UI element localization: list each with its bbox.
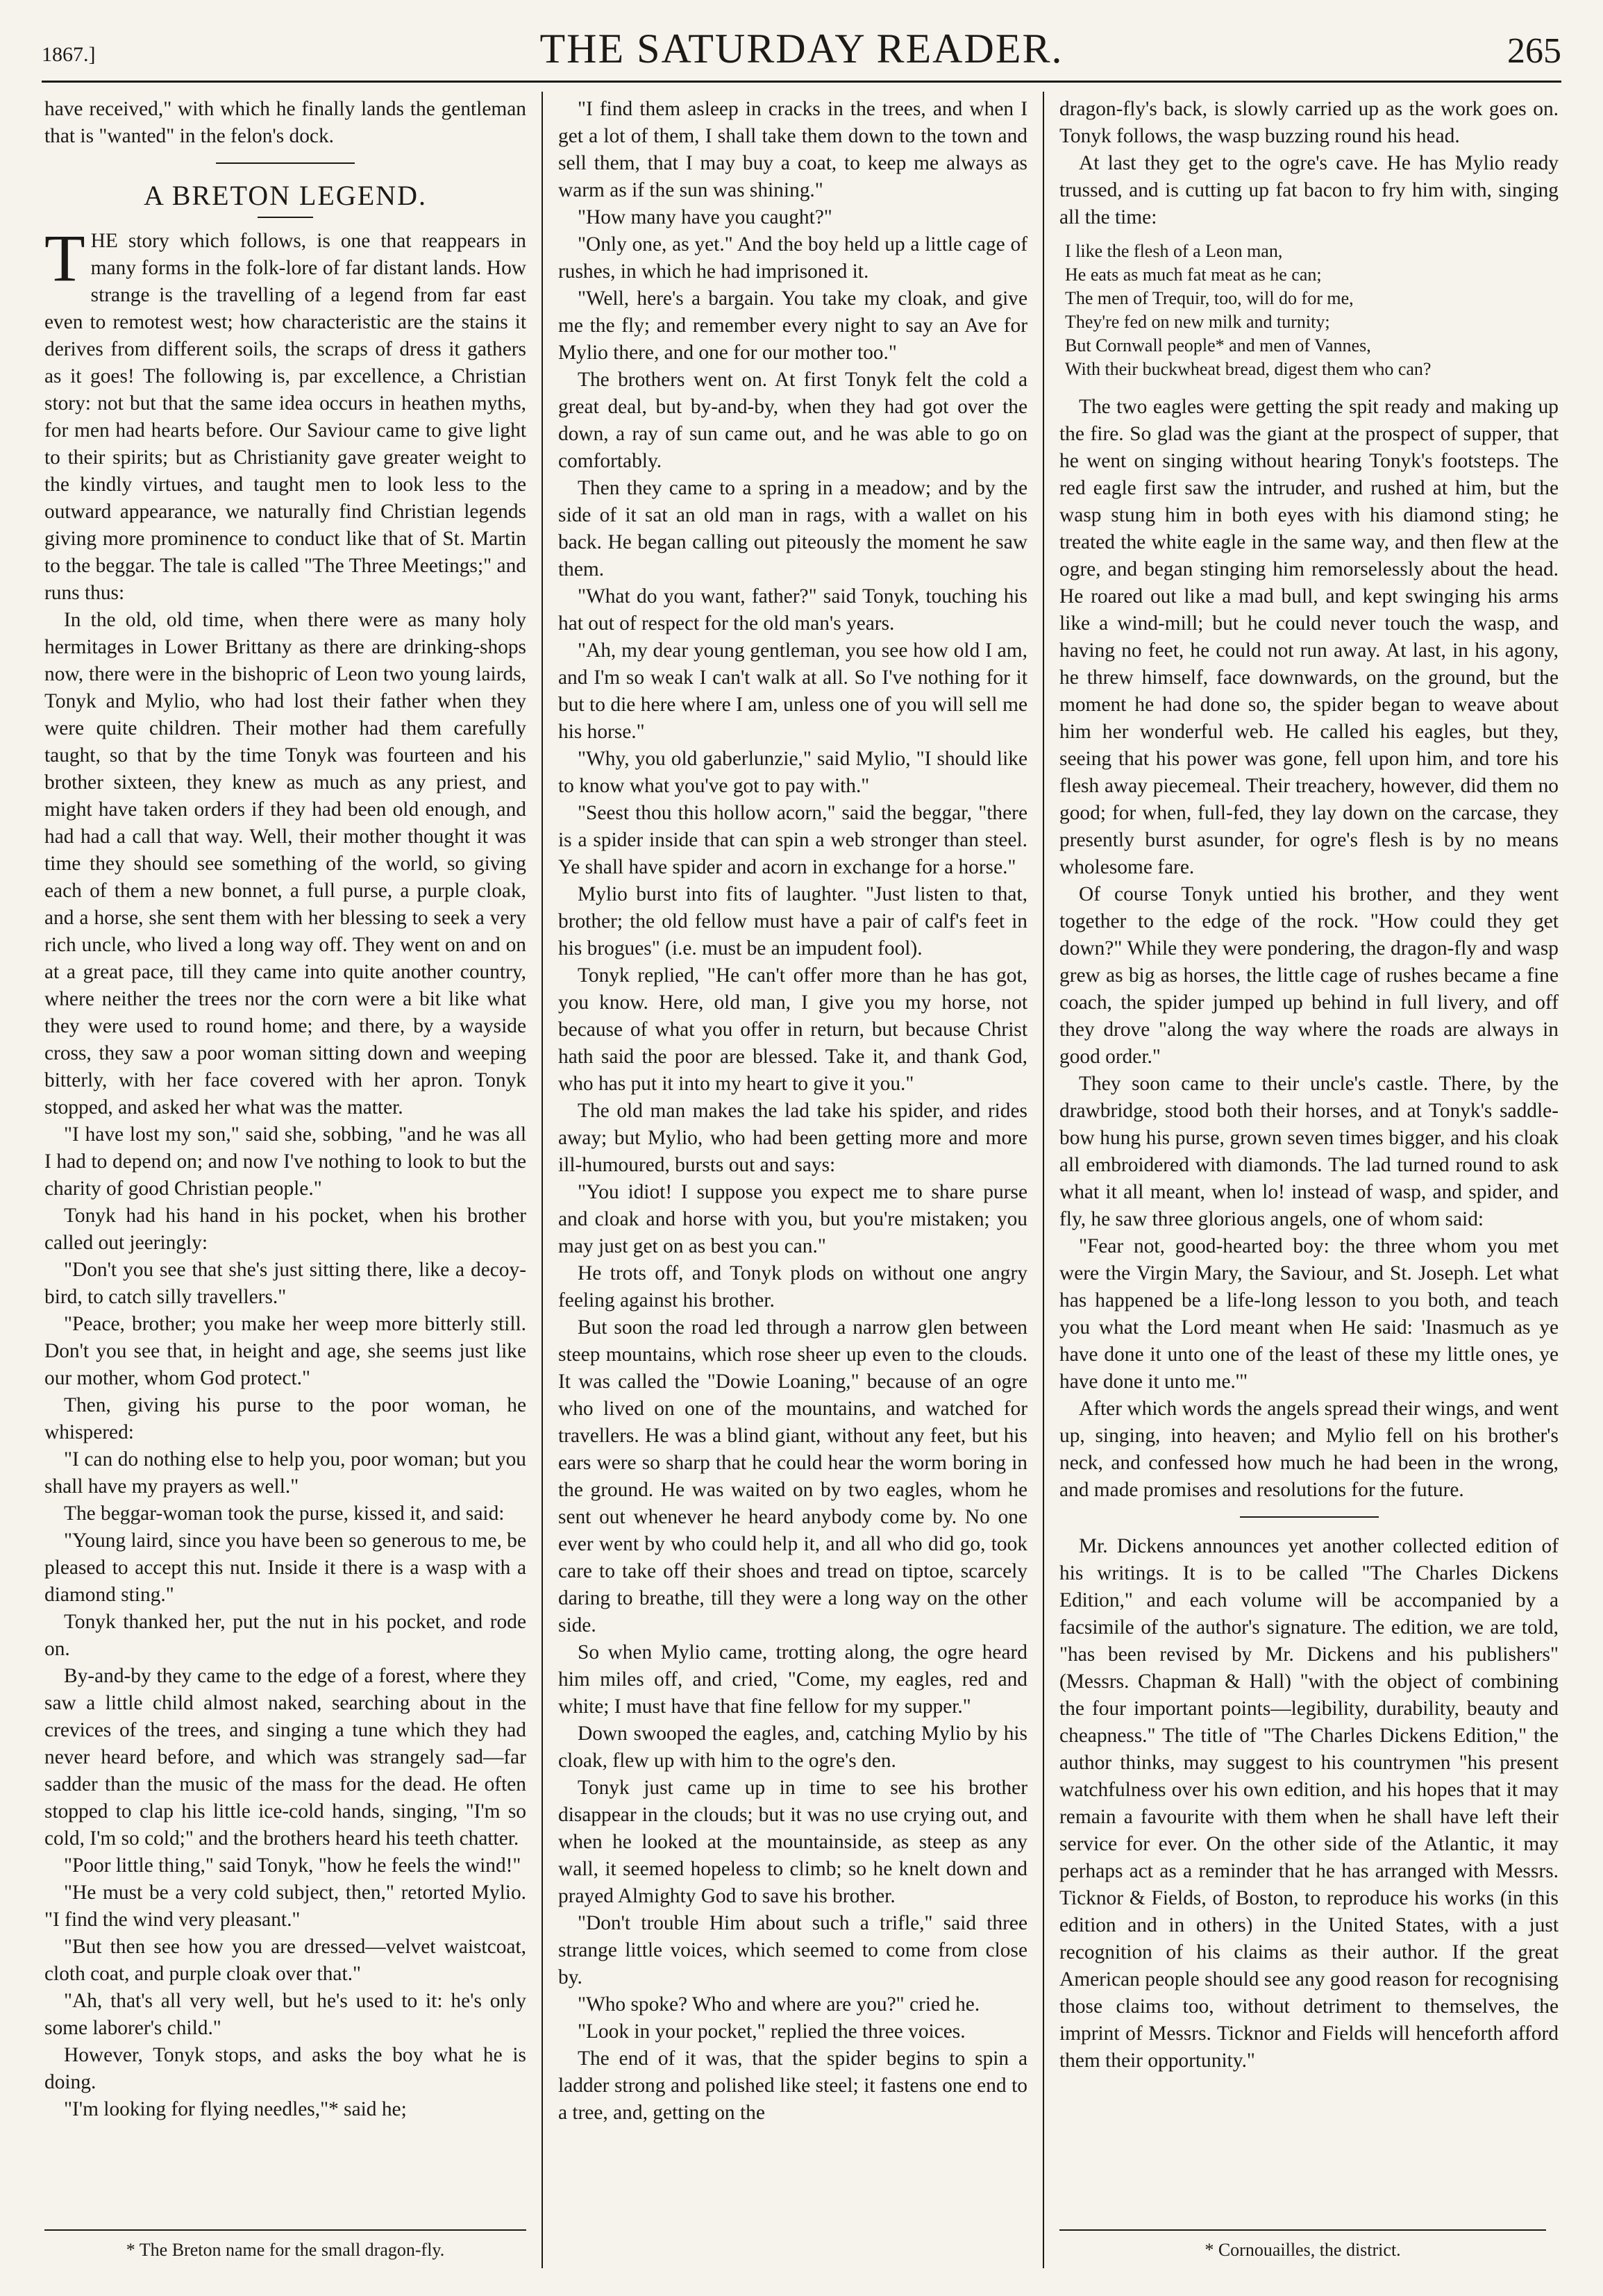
article-paragraph: "Who spoke? Who and where are you?" cried he. (578, 1993, 980, 2016)
dickens-edition-notice: Mr. Dickens announces yet another collected edition of his writings. It is to be called "The Charles Dickens Edition," and each volume will be accompanied by a facsimile of the author's signature. The edition, we are told, "has been revised by Mr. Dickens and his publishers" (Messrs. Chapman & Hall) "with the object of combining the four important points—legibility, durability, beauty and cheapness." The title of "The Charles Dickens Edition," the author thinks, may suggest to his countrymen "his present watchfulness over his own edition, and his hopes that it may remain a favourite with them when he shall have left their service for ever. On the other side of the Atlantic, it may perhaps act as a reminder that he has arranged with Messrs. Ticknor & Fields, of Boston, to reproduce his works (in this edition and in others) in the United States, with a just recognition of his claims as their author. If the great American people should see any good reason for recognising those claims too, without detriment to themselves, the imprint of Messrs. Ticknor and Fields will henceforth afford them their opportunity." (1059, 1535, 1559, 2072)
section-divider (1240, 1516, 1379, 1518)
article-paragraph: Then they came to a spring in a meadow; and by the side of it sat an old man in rags, with a wallet on his back. He began calling out piteously the moment he saw them. (558, 477, 1027, 580)
article-paragraph: THE story which follows, is one that reappears in many forms in the folk-lore of far distant lands. How strange is the travelling of a legend from far east even to remotest west; how characteristic are the stains it derives from different soils, the scraps of dress it gathers as it goes! The following is, par excellence, a Christian story: not but that the same idea occurs in heathen myths, for men had hearts before. Our Saviour came to give light to their spirits; but as Christianity gave greater weight to the kindly virtues, and taught men to look less to the outward appearance, we naturally find Christian legends giving more prominence to conduct like that of St. Martin to the beggar. The tale is called "The Three Meetings;" and runs thus: (44, 221, 526, 604)
verse-line: But Cornwall people* and men of Vannes, (1065, 335, 1371, 355)
article-paragraph: "Only one, as yet." And the boy held up a little cage of rushes, in which he had imprisoned it. (558, 233, 1027, 283)
article-paragraph: After which words the angels spread their wings, and went up, singing, into heaven; and Mylio fell on his brother's neck, and confessed how much he had been in the wrong, and made promises and resolutions for the future. (1059, 1398, 1559, 1501)
article-paragraph: At last they get to the ogre's cave. He has Mylio ready trussed, and is cutting up fat bacon to fry him with, singing all the time: (1059, 152, 1559, 228)
title-divider (258, 217, 313, 218)
article-paragraph: "Seest thou this hollow acorn," said the beggar, "there is a spider inside that can spin a web stronger than steel. Ye shall have spider and acorn in exchange for a horse." (558, 802, 1027, 878)
article-paragraph: Tonyk replied, "He can't offer more than he has got, you know. Here, old man, I give you my horse, not because of what you offer in return, but because Christ hath said the poor are blessed. Take it, and thank God, who has put it into my heart to give it you." (558, 964, 1027, 1095)
article-paragraph: "You idiot! I suppose you expect me to share purse and cloak and horse with you, but you're mistaken; you may just get on as best you can." (558, 1181, 1027, 1257)
masthead (42, 22, 1561, 83)
footnote-1 (44, 2229, 526, 2261)
text-columns (42, 92, 1561, 2268)
article-paragraph: "I can do nothing else to help you, poor woman; but you shall have my prayers as well." (44, 1448, 526, 1498)
column-3 (1043, 92, 1561, 2268)
article-paragraph: Tonyk just came up in time to see his brother disappear in the clouds; but it was no use crying out, and when he looked at the mountainside, as steep as any wall, it seemed hopeless to climb; so he knelt down and prayed Almighty God to save his brother. (558, 1777, 1027, 1907)
verse-line: I like the flesh of a Leon man, (1065, 241, 1283, 261)
article-paragraph: "But then see how you are dressed—velvet waistcoat, cloth coat, and purple cloak over that." (44, 1936, 526, 1985)
article-paragraph: Mylio burst into fits of laughter. "Just listen to that, brother; the old fellow must have a pair of calf's feet in his brogues" (i.e. must be an impudent fool). (558, 883, 1027, 960)
article-body (44, 221, 526, 2123)
footnote-text: * The Breton name for the small dragon-fly. (126, 2240, 445, 2260)
article-paragraph: The end of it was, that the spider begins to spin a ladder strong and polished like steel; it fastens one end to a tree, and, getting on the (558, 2047, 1027, 2124)
article-paragraph: "How many have you caught?" (578, 206, 832, 228)
article-paragraph: "I find them asleep in cracks in the trees, and when I get a lot of them, I shall take them down to the town and sell them, that I may buy a coat, to keep me always as warm as if the sun was shining." (558, 98, 1027, 201)
article-paragraph: "Poor little thing," said Tonyk, "how he feels the wind!" (64, 1854, 521, 1877)
footnote-rule (44, 2229, 526, 2231)
issue-date: 1867.] (42, 43, 96, 66)
article-paragraph: dragon-fly's back, is slowly carried up as the work goes on. Tonyk follows, the wasp buzzing round his head. (1059, 98, 1559, 147)
page-number: 265 (1507, 31, 1561, 71)
article-paragraph: By-and-by they came to the edge of a forest, where they saw a little child almost naked, searching about in the crevices of the trees, and singing a tune which they had never heard before, and which was strangely sad—far sadder than the music of the mass for the dead. He often stopped to clap his little ice-cold hands, singing, "I'm so cold, I'm so cold;" and the brothers heard his teeth chatter. (44, 1665, 526, 1850)
article-paragraph: So when Mylio came, trotting along, the ogre heard him miles off, and cried, "Come, my eagles, red and white; I must have that fine fellow for my supper." (558, 1641, 1027, 1718)
ogre-song-verse (1065, 240, 1559, 381)
section-divider (216, 162, 355, 164)
article-paragraph: "Young laird, since you have been so generous to me, be pleased to accept this nut. Inside it there is a wasp with a diamond sting." (44, 1530, 526, 1606)
article-paragraph: Down swooped the eagles, and, catching Mylio by his cloak, flew up with him to the ogre's den. (558, 1723, 1027, 1772)
article-paragraph: However, Tonyk stops, and asks the boy what he is doing. (44, 2044, 526, 2093)
footnote-3 (1059, 2229, 1546, 2261)
verse-line: With their buckwheat bread, digest them who can? (1065, 359, 1432, 379)
article-paragraph: Of course Tonyk untied his brother, and they went together to the edge of the rock. "How could they get down?" While they were pondering, the dragon-fly and wasp grew as big as horses, the little cage of rushes became a fine coach, the spider jumped up behind in full livery, and off they drove "along the way where the roads are always in good order." (1059, 883, 1559, 1068)
article-paragraph: Then, giving his purse to the poor woman, he whispered: (44, 1394, 526, 1443)
article-paragraph: In the old, old time, when there were as many holy hermitages in Lower Brittany as there are drinking-shops now, there were in the bishopric of Leon two young lairds, Tonyk and Mylio, who had lost their father when they were quite children. Their mother had them carefully taught, so that by the time Tonyk was fourteen and his brother sixteen, they knew as much as any priest, and might have taken orders if they had been old enough, and had had a call that way. Well, their mother thought it was time they should see something of the world, so giving each of them a new bonnet, a full purse, a purple cloak, and a horse, she sent them with her blessing to seek a very rich uncle, who lived a long way off. They went on and on at a great pace, till they came into quite another country, where neither the trees nor the corn were a bit like what they were used to round home; and there, by a wayside cross, they saw a poor woman sitting down and weeping bitterly, with her face covered with her apron. Tonyk stopped, and asked her what was the matter. (44, 609, 526, 1118)
article-paragraph: "He must be a very cold subject, then," retorted Mylio. "I find the wind very pleasant." (44, 1882, 526, 1931)
article-paragraph: "Look in your pocket," replied the three voices. (578, 2020, 966, 2043)
article-paragraph: "Well, here's a bargain. You take my cloak, and give me the fly; and remember every night to say an Ave for Mylio there, and one for our mother too." (558, 287, 1027, 364)
article-paragraph: "Don't you see that she's just sitting there, like a decoy-bird, to catch silly travellers." (44, 1259, 526, 1308)
column-2 (542, 92, 1043, 2268)
article-paragraph: They soon came to their uncle's castle. There, by the drawbridge, stood both their horses, and at Tonyk's saddle-bow hung his purse, grown seven times bigger, and his cloak all embroidered with diamonds. The lad turned round to ask what it all meant, when lo! instead of wasp, and spider, and fly, he saw three glorious angels, one of whom said: (1059, 1073, 1559, 1230)
article-paragraph: The brothers went on. At first Tonyk felt the cold a great deal, but by-and-by, when they had got over the down, a ray of sun came out, and he was able to go on comfortably. (558, 369, 1027, 472)
article-paragraph: "Don't trouble Him about such a trifle," said three strange little voices, which seemed to come from close by. (558, 1912, 1027, 1988)
article-paragraph: "What do you want, father?" said Tonyk, touching his hat out of respect for the old man's years. (558, 585, 1027, 635)
article-title: A BRETON LEGEND. (144, 180, 427, 211)
article-paragraph: The beggar-woman took the purse, kissed it, and said: (64, 1502, 505, 1525)
article-paragraph: "I have lost my son," said she, sobbing, "and he was all I had to depend on; and now I've nothing to look to but the charity of good Christian people." (44, 1123, 526, 1200)
article-paragraph: "I'm looking for flying needles,"* said he; (64, 2098, 407, 2120)
article-paragraph: "Ah, that's all very well, but he's used to it: he's only some laborer's child." (44, 1990, 526, 2039)
article-paragraph: He trots off, and Tonyk plods on without one angry feeling against his brother. (558, 1262, 1027, 1312)
article-paragraph: Tonyk had his hand in his pocket, when his brother called out jeeringly: (44, 1205, 526, 1254)
footnote-text: * Cornouailles, the district. (1205, 2240, 1401, 2260)
continued-text: have received," with which he finally lands the gentleman that is "wanted" in the felon's dock. (44, 98, 526, 147)
verse-line: They're fed on new milk and turnity; (1065, 312, 1330, 332)
verse-line: He eats as much fat meat as he can; (1065, 265, 1322, 285)
article-paragraph: "Peace, brother; you make her weep more bitterly still. Don't you see that, in height and age, she seems just like our mother, whom God protect." (44, 1313, 526, 1389)
article-paragraph: The old man makes the lad take his spider, and rides away; but Mylio, who had been getting more and more ill-humoured, bursts out and says: (558, 1100, 1027, 1176)
drop-cap: T (44, 221, 85, 295)
article-paragraph: The two eagles were getting the spit ready and making up the fire. So glad was the giant at the prospect of supper, that he went on singing without hearing Tonyk's footsteps. The red eagle first saw the intruder, and rushed at him, but the wasp stung him in both eyes with his diamond sting; he treated the white eagle in the same way, and then flew at the ogre, and began stinging him remorselessly about the head. He roared out like a mad bull, and kept swinging his arms like a wind-mill; but he could never touch the wasp, and having no feet, he could not run away. At last, in his agony, he threw himself, face downwards, on the ground, but the moment he had done so, the spider began to weave about him her wonderful web. He called his eagles, but they, seeing that his power was gone, fell upon him, and tore his flesh away piecemeal. Their treachery, however, did them no good; for when, full-fed, they lay down on the carcase, they presently burst asunder, for ogre's flesh is by no means wholesome fare. (1059, 396, 1559, 878)
verse-line: The men of Trequir, too, will do for me, (1065, 288, 1354, 308)
publication-title: THE SATURDAY READER. (539, 26, 1064, 72)
column-1 (42, 92, 542, 2268)
article-paragraph: "Ah, my dear young gentleman, you see how old I am, and I'm so weak I can't walk at all. So I've nothing for it but to die here where I am, unless one of you will sell me his horse." (558, 639, 1027, 743)
article-paragraph: "Fear not, good-hearted boy: the three whom you met were the Virgin Mary, the Saviour, and St. Joseph. Let what has happened be a life-long lesson to you both, and teach you what the Lord meant when He said: 'Inasmuch as ye have done it unto one of the least of these my little ones, ye have done it unto me.'" (1059, 1235, 1559, 1393)
article-paragraph: Tonyk thanked her, put the nut in his pocket, and rode on. (44, 1611, 526, 1660)
article-paragraph: "Why, you old gaberlunzie," said Mylio, "I should like to know what you've got to pay with." (558, 748, 1027, 797)
footnote-rule (1059, 2229, 1546, 2231)
article-paragraph: But soon the road led through a narrow glen between steep mountains, which rose sheer up even to the clouds. It was called the "Dowie Loaning," because of an ogre who lived on one of the mountains, and watched for travellers. He was a blind giant, without any feet, but his ears were so sharp that he could hear the worm boring in the ground. He was waited on by two eagles, whom he sent out whenever he heard anybody come by. No one ever went by who could help it, and all who did go, took care to take off their shoes and tread on tiptoe, scarcely daring to breathe, till they were a long way on the other side. (558, 1316, 1027, 1636)
